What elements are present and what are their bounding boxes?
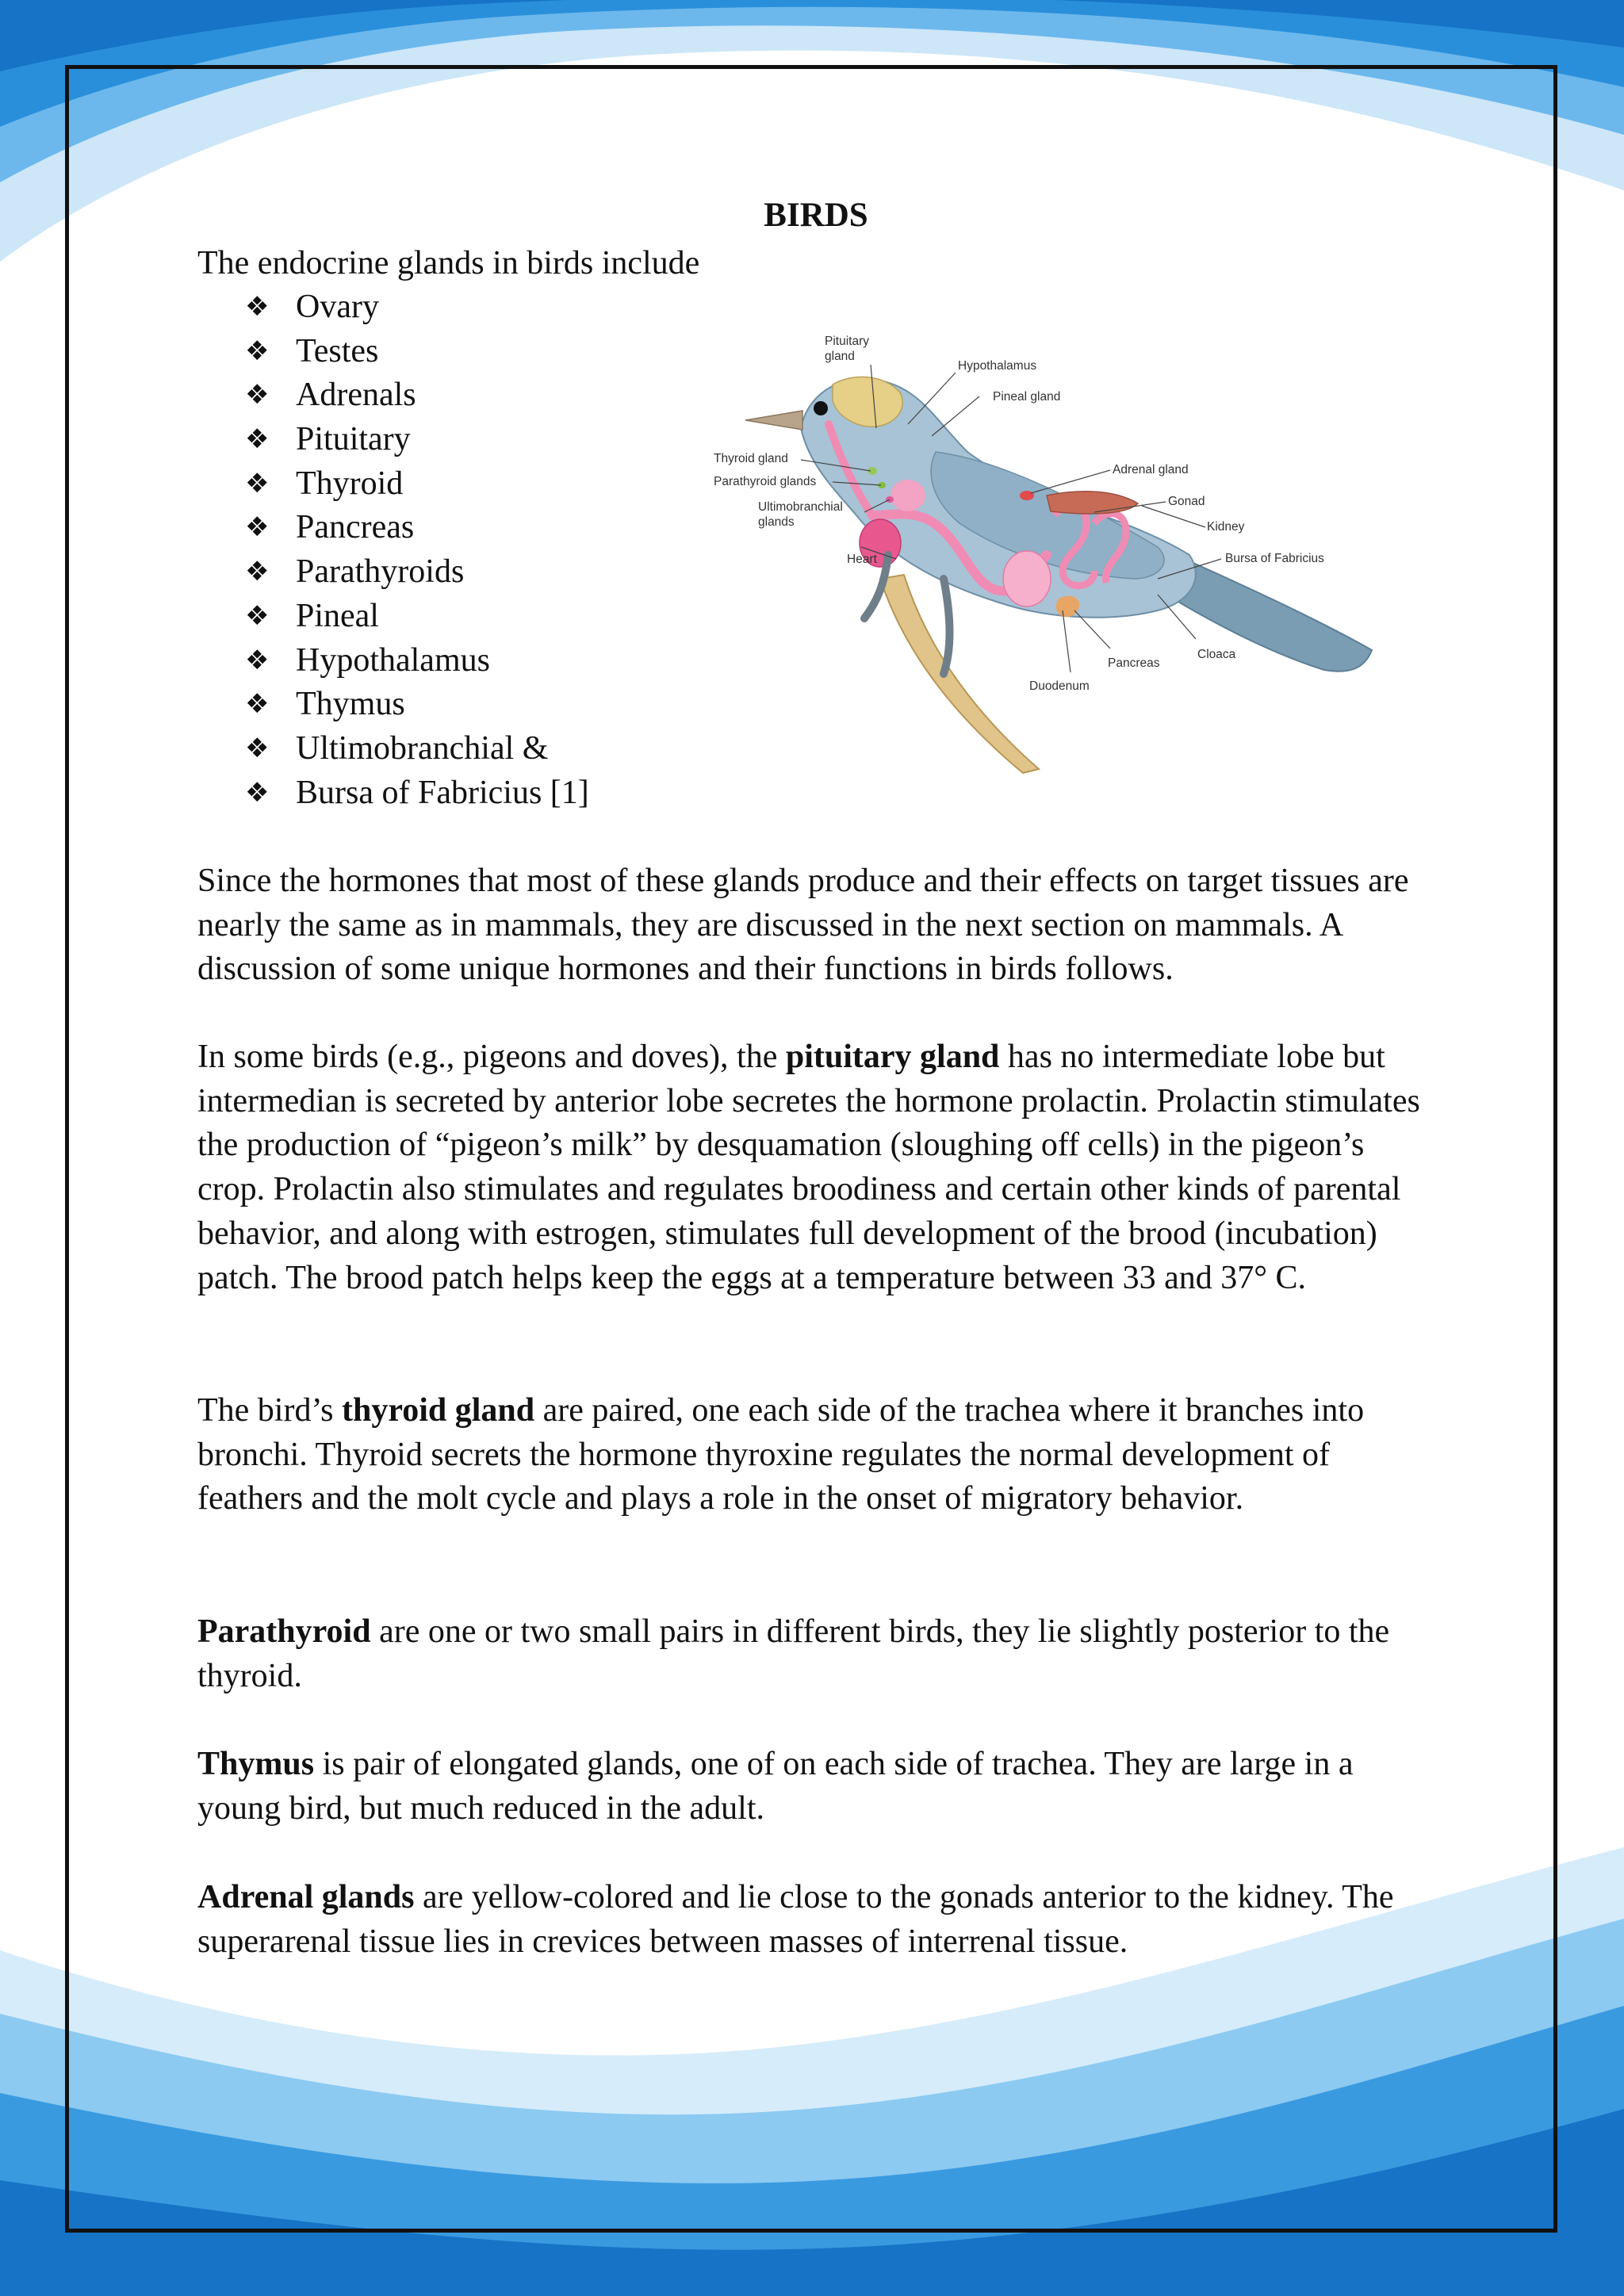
term-thymus: Thymus [197,1746,315,1782]
list-item: ❖ Ultimobranchial & [245,727,589,771]
bird-illustration [714,317,1380,785]
list-item: ❖ Thyroid [245,462,589,507]
label-pituitary-gland: gland [825,350,855,363]
diamond-bullet-icon: ❖ [245,556,270,588]
list-item: ❖ Parathyroids [245,550,589,595]
term-parathyroid: Parathyroid [197,1613,371,1650]
label-ultimobranchial: Ultimobranchial [758,500,843,514]
list-item: ❖ Pineal [245,595,589,639]
diamond-bullet-icon: ❖ [245,776,270,809]
label-thyroid-gland: Thyroid gland [714,452,788,465]
label-kidney: Kidney [1207,520,1245,534]
label-hypothalamus: Hypothalamus [958,359,1037,373]
diamond-bullet-icon: ❖ [245,467,270,499]
diamond-bullet-icon: ❖ [245,644,270,676]
gland-list [245,285,589,815]
list-item: ❖ Pancreas [245,506,589,550]
term-pituitary-gland: pituitary gland [785,1039,1000,1075]
label-pancreas: Pancreas [1108,656,1160,670]
paragraph-thyroid: The bird’s thyroid gland are paired, one each side of the trachea where it branches into bronchi. Thyroid secrets the hormone thyroxine regulates the normal development of feathers and the molt cycle and plays a role in the onset of migratory behavior. [197,1392,1365,1517]
diamond-bullet-icon: ❖ [245,688,270,721]
label-duodenum: Duodenum [1029,679,1090,693]
diamond-bullet-icon: ❖ [245,291,270,323]
list-item: ❖ Pituitary [245,418,589,462]
label-pituitary: Pituitary [825,335,869,348]
diamond-bullet-icon: ❖ [245,732,270,764]
list-item: ❖ Ovary [245,285,589,330]
list-item: ❖ Adrenals [245,373,589,418]
page-title: BIRDS [764,197,868,234]
paragraph-parathyroid: Parathyroid are one or two small pairs in different birds, they lie slightly posterior to the thyroid. [197,1613,1390,1694]
diamond-bullet-icon: ❖ [245,335,270,367]
paragraph-thymus: Thymus is pair of elongated glands, one of on each side of trachea. They are large in a young bird, but much reduced in the adult. [197,1746,1354,1827]
label-ultimobranchial-glands: glands [758,515,795,529]
label-bursa-of-fabricius: Bursa of Fabricius [1225,552,1324,565]
paragraph-adrenal: Adrenal glands are yellow-colored and lie close to the gonads anterior to the kidney. The superarenal tissue lies in crevices between masses of interrenal tissue. [197,1879,1394,1960]
list-item: ❖ Testes [245,330,589,374]
list-item: ❖ Bursa of Fabricius [1] [245,771,589,816]
label-parathyroid-glands: Parathyroid glands [714,475,817,488]
label-pineal-gland: Pineal gland [993,390,1061,404]
diamond-bullet-icon: ❖ [245,379,270,411]
term-thyroid-gland: thyroid gland [341,1392,535,1429]
term-adrenal-glands: Adrenal glands [197,1879,415,1915]
diamond-bullet-icon: ❖ [245,423,270,456]
diamond-bullet-icon: ❖ [245,511,270,544]
label-gonad: Gonad [1168,495,1205,508]
label-heart: Heart [847,553,877,566]
label-cloaca: Cloaca [1197,648,1236,661]
paragraph-pituitary: In some birds (e.g., pigeons and doves), the pituitary gland has no intermediate lobe but intermedian is secreted by anterior lobe secretes the hormone prolactin. Prolactin stimulates the production of “pigeon’s milk” by desquamation (sloughing off cells) in the pigeon’s crop. Prolactin also stimulates and regulates broodiness and certain other kinds of parental behavior, and along with estrogen, stimulates full development of the brood (incubation) patch. The brood patch helps keep the eggs at a temperature between 33 and 37° C. [197,1039,1420,1296]
label-adrenal-gland: Adrenal gland [1113,463,1189,476]
list-item: ❖ Hypothalamus [245,639,589,683]
diamond-bullet-icon: ❖ [245,599,270,632]
list-item: ❖ Thymus [245,683,589,727]
bird-endocrine-diagram [714,317,1380,785]
paragraph-overview: Since the hormones that most of these glands produce and their effects on target tissues are nearly the same as in mammals, they are discussed in the next section on mammals. A discussion of some unique hormones and their functions in birds follows. [197,863,1409,988]
intro-text: The endocrine glands in birds include [197,245,700,281]
